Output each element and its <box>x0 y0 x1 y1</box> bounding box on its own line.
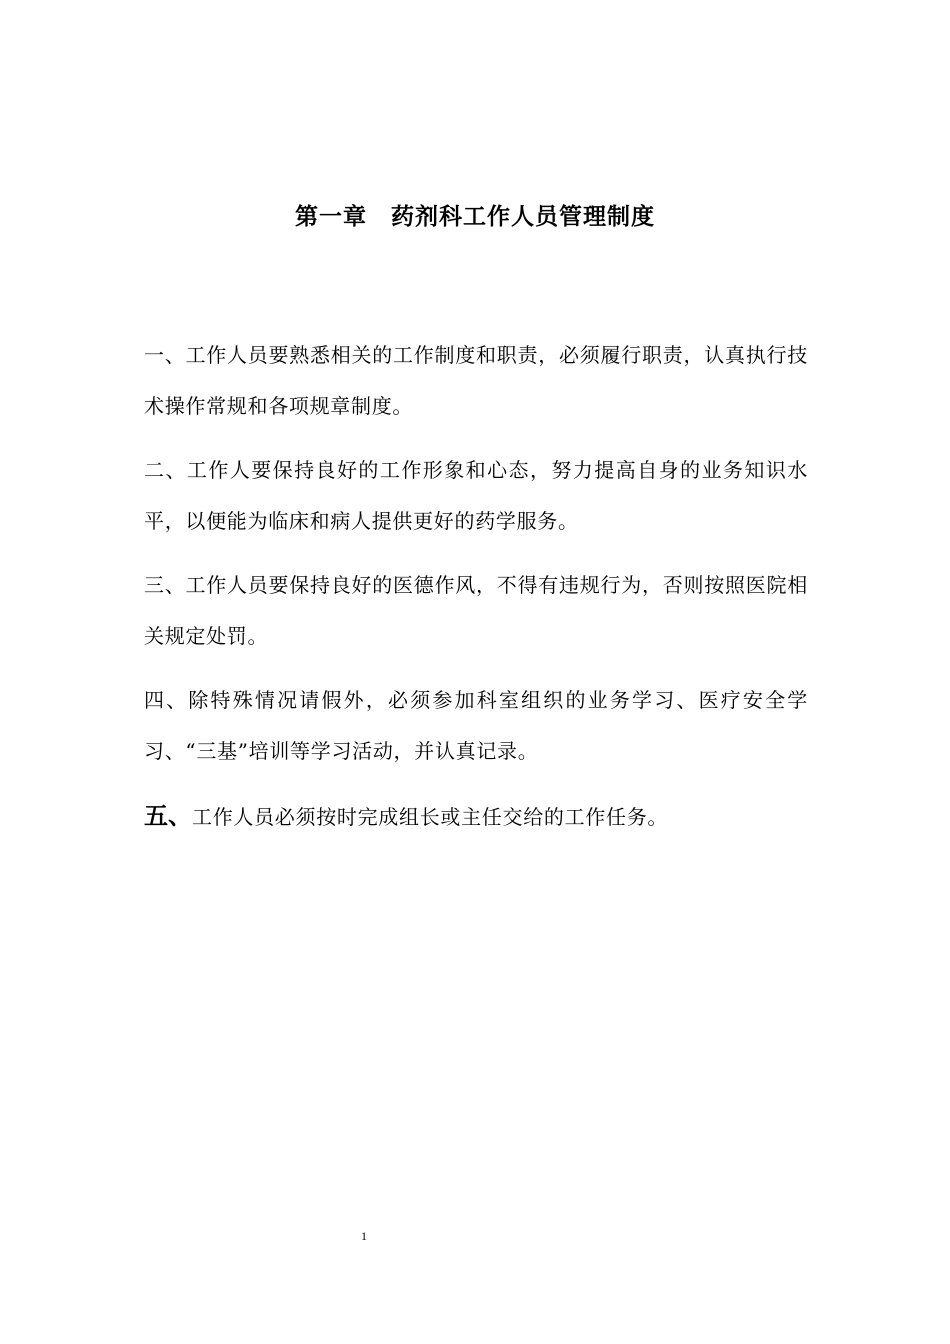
paragraph-5 <box>144 790 808 843</box>
paragraph-5-text: 工作人员必须按时完成组长或主任交给的工作任务。 <box>192 805 669 829</box>
paragraph-2: 二、工作人要保持良好的工作形象和心态，努力提高自身的业务知识水平，以便能为临床和病人提供更好的药学服务。 <box>144 458 808 533</box>
chapter-title: 第一章 药剂科工作人员管理制度 <box>295 203 655 230</box>
paragraph-1: 一、工作人员要熟悉相关的工作制度和职责，必须履行职责，认真执行技术操作常规和各项规章制度。 <box>144 343 808 418</box>
paragraph-3: 三、工作人员要保持良好的医德作风，不得有违规行为，否则按照医院相关规定处罚。 <box>144 573 808 648</box>
document-body <box>144 330 808 843</box>
paragraph-5-marker: 五、 <box>144 801 192 830</box>
page-number: 1 <box>361 1229 367 1243</box>
paragraph-4: 四、除特殊情况请假外，必须参加科室组织的业务学习、医疗安全学习、“三基”培训等学习活动，并认真记录。 <box>144 688 808 763</box>
